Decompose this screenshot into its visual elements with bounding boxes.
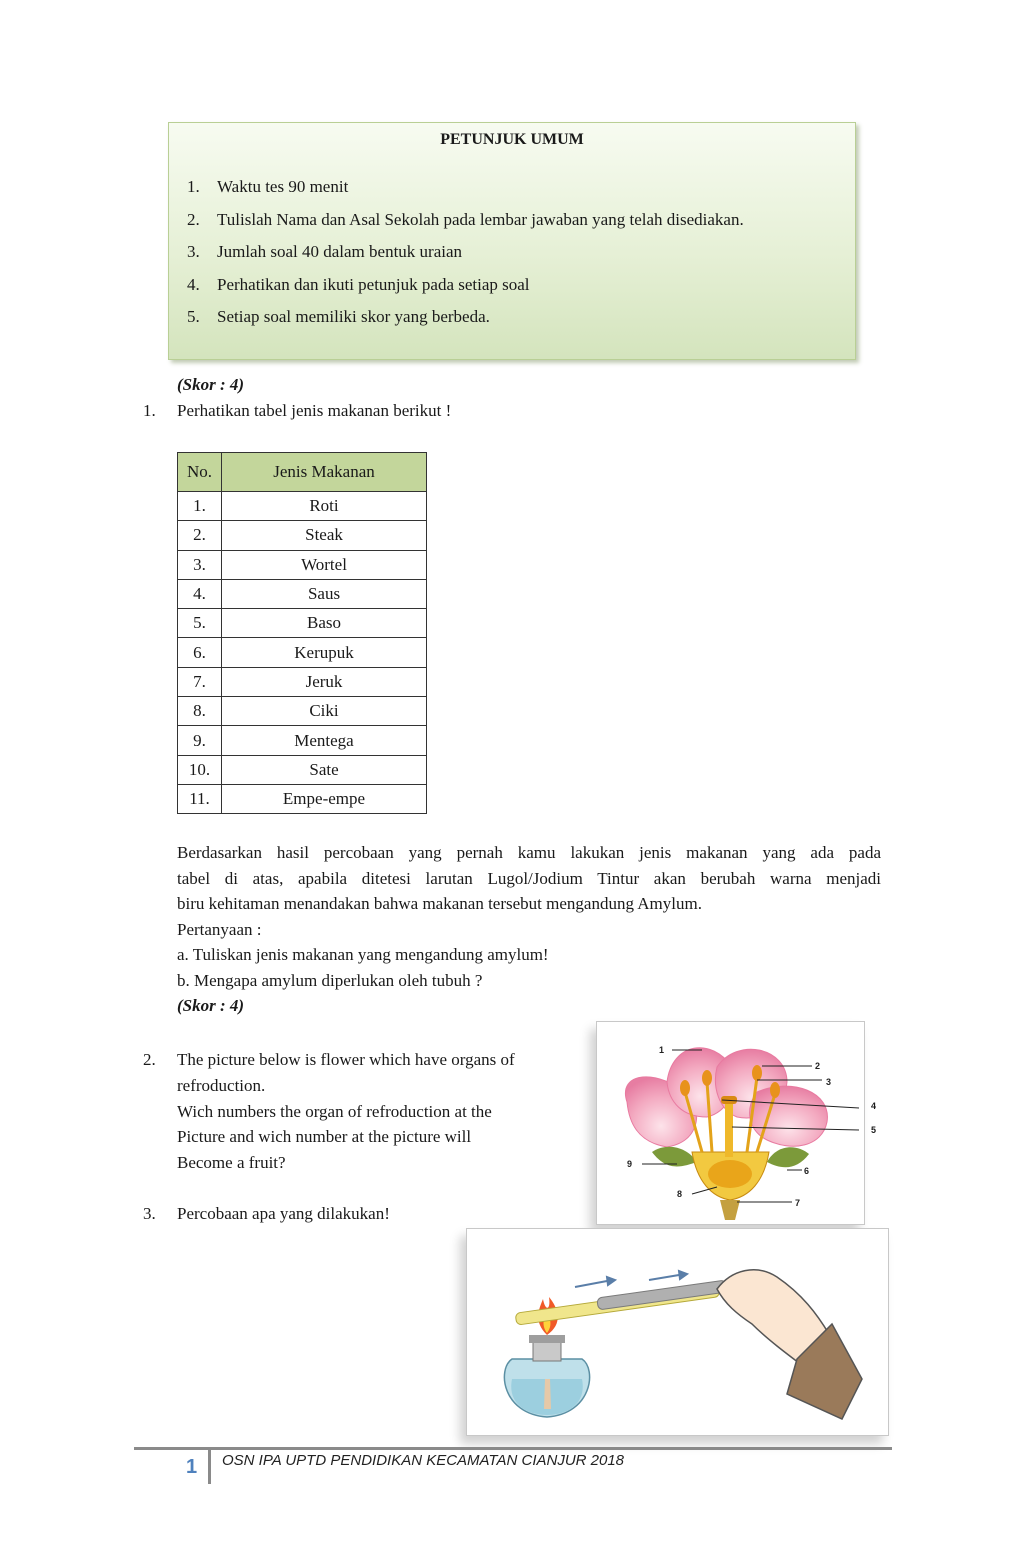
table-header-food: Jenis Makanan bbox=[222, 453, 427, 492]
style bbox=[725, 1102, 733, 1157]
table-row bbox=[178, 492, 427, 521]
table-cell: Ciki bbox=[222, 697, 427, 726]
table-row bbox=[178, 726, 427, 755]
q1-para-line: tabel di atas, apabila ditetesi larutan Lugol/Jodium Tintur akan berubah warna menjadi bbox=[177, 868, 881, 888]
q3-row bbox=[143, 1204, 390, 1224]
tube-holder bbox=[597, 1280, 727, 1310]
q1-paragraph bbox=[177, 840, 881, 1019]
table-row bbox=[178, 521, 427, 550]
q1-prompt: Perhatikan tabel jenis makanan berikut ! bbox=[177, 401, 452, 420]
q1-sub-a: a. Tuliskan jenis makanan yang mengandung amylum! bbox=[177, 945, 549, 964]
table-row bbox=[178, 697, 427, 726]
figure-label: 7 bbox=[795, 1198, 801, 1208]
table-row bbox=[178, 755, 427, 784]
figure-label-4: 4 bbox=[871, 1101, 877, 1111]
table-cell: 11. bbox=[178, 784, 222, 813]
table-cell: Sate bbox=[222, 755, 427, 784]
q1-para-line: biru kehitaman menandakan bahwa makanan tersebut mengandung Amylum. bbox=[177, 894, 702, 913]
table-row bbox=[178, 550, 427, 579]
q2-number: 2. bbox=[143, 1050, 156, 1069]
q2-block bbox=[143, 1047, 515, 1176]
q2-line: refroduction. bbox=[177, 1075, 266, 1095]
q3-text: Percobaan apa yang dilakukan! bbox=[177, 1204, 390, 1223]
table-cell: 8. bbox=[178, 697, 222, 726]
table-header-no: No. bbox=[178, 453, 222, 492]
table-cell: 2. bbox=[178, 521, 222, 550]
wick bbox=[544, 1379, 551, 1409]
table-cell: 1. bbox=[178, 492, 222, 521]
anther bbox=[752, 1065, 762, 1081]
figure-label: 2 bbox=[815, 1061, 821, 1071]
arrows bbox=[575, 1271, 687, 1287]
figure-label: 1 bbox=[659, 1045, 665, 1055]
footer-text: OSN IPA UPTD PENDIDIKAN KECAMATAN CIANJUR 2018 bbox=[222, 1452, 625, 1469]
instruction-item: 2. Tulislah Nama dan Asal Sekolah pada lembar jawaban yang telah disediakan. bbox=[187, 209, 744, 229]
sepal-right bbox=[767, 1147, 809, 1167]
footer-rule bbox=[134, 1447, 892, 1450]
experiment-illustration bbox=[467, 1229, 888, 1435]
table-row bbox=[178, 638, 427, 667]
q1-score-after: (Skor : 4) bbox=[177, 996, 245, 1015]
anther bbox=[702, 1070, 712, 1086]
table-cell: Wortel bbox=[222, 550, 427, 579]
table-cell: Baso bbox=[222, 609, 427, 638]
table-cell: 9. bbox=[178, 726, 222, 755]
table-cell: Kerupuk bbox=[222, 638, 427, 667]
table-row bbox=[178, 579, 427, 608]
table-cell: 10. bbox=[178, 755, 222, 784]
q1-question-label: Pertanyaan : bbox=[177, 919, 262, 939]
instruction-item: 5. Setiap soal memiliki skor yang berbeda. bbox=[187, 307, 490, 326]
table-header-row bbox=[178, 453, 427, 492]
table-cell: 3. bbox=[178, 550, 222, 579]
lamp-neck bbox=[533, 1341, 561, 1361]
figure-label-5: 5 bbox=[871, 1125, 877, 1135]
lamp-cap bbox=[529, 1335, 565, 1343]
figure-label: 6 bbox=[804, 1166, 810, 1176]
table-row bbox=[178, 609, 427, 638]
figure-label: 8 bbox=[677, 1189, 683, 1199]
table-cell: Mentega bbox=[222, 726, 427, 755]
instruction-item: 3. Jumlah soal 40 dalam bentuk uraian bbox=[187, 242, 463, 261]
table-cell: 4. bbox=[178, 579, 222, 608]
q1-number: 1. bbox=[143, 401, 156, 420]
table-cell: 6. bbox=[178, 638, 222, 667]
table-cell: Roti bbox=[222, 492, 427, 521]
page-number: 1 bbox=[186, 1456, 198, 1478]
ovule-chamber bbox=[708, 1160, 752, 1188]
q1-score: (Skor : 4) bbox=[177, 375, 245, 394]
table-cell: Empe-empe bbox=[222, 784, 427, 813]
instruction-box bbox=[168, 122, 856, 360]
figure-label: 3 bbox=[826, 1077, 832, 1087]
food-table bbox=[177, 452, 427, 814]
anther bbox=[680, 1080, 690, 1096]
q1-sub-b: b. Mengapa amylum diperlukan oleh tubuh ? bbox=[177, 970, 483, 990]
table-cell: Steak bbox=[222, 521, 427, 550]
flower-figure bbox=[596, 1021, 865, 1225]
table-cell: Saus bbox=[222, 579, 427, 608]
instruction-item: 4. Perhatikan dan ikuti petunjuk pada setiap soal bbox=[187, 274, 530, 294]
q2-line: Become a fruit? bbox=[177, 1153, 286, 1173]
table-row bbox=[178, 784, 427, 813]
stalk bbox=[720, 1200, 740, 1220]
table-cell: 5. bbox=[178, 609, 222, 638]
footer-divider bbox=[208, 1450, 211, 1484]
q1-prompt-row bbox=[143, 401, 451, 421]
flower-illustration bbox=[597, 1022, 864, 1224]
q2-text bbox=[177, 1047, 515, 1176]
q3-number: 3. bbox=[143, 1204, 156, 1223]
table-row bbox=[178, 667, 427, 696]
instruction-title: PETUNJUK UMUM bbox=[440, 131, 584, 148]
q2-line: The picture below is flower which have organs of bbox=[177, 1050, 515, 1069]
instruction-list bbox=[187, 177, 744, 340]
anther bbox=[770, 1082, 780, 1098]
experiment-figure bbox=[466, 1228, 889, 1436]
figure-label: 9 bbox=[627, 1159, 633, 1169]
q2-line: Wich numbers the organ of refroduction at the bbox=[177, 1101, 492, 1121]
instruction-item: 1. Waktu tes 90 menit bbox=[187, 177, 349, 196]
q2-line: Picture and wich number at the picture will bbox=[177, 1127, 472, 1147]
table-cell: Jeruk bbox=[222, 667, 427, 696]
table-cell: 7. bbox=[178, 667, 222, 696]
q1-para-line: Berdasarkan hasil percobaan yang pernah kamu lakukan jenis makanan yang ada pada bbox=[177, 843, 881, 862]
